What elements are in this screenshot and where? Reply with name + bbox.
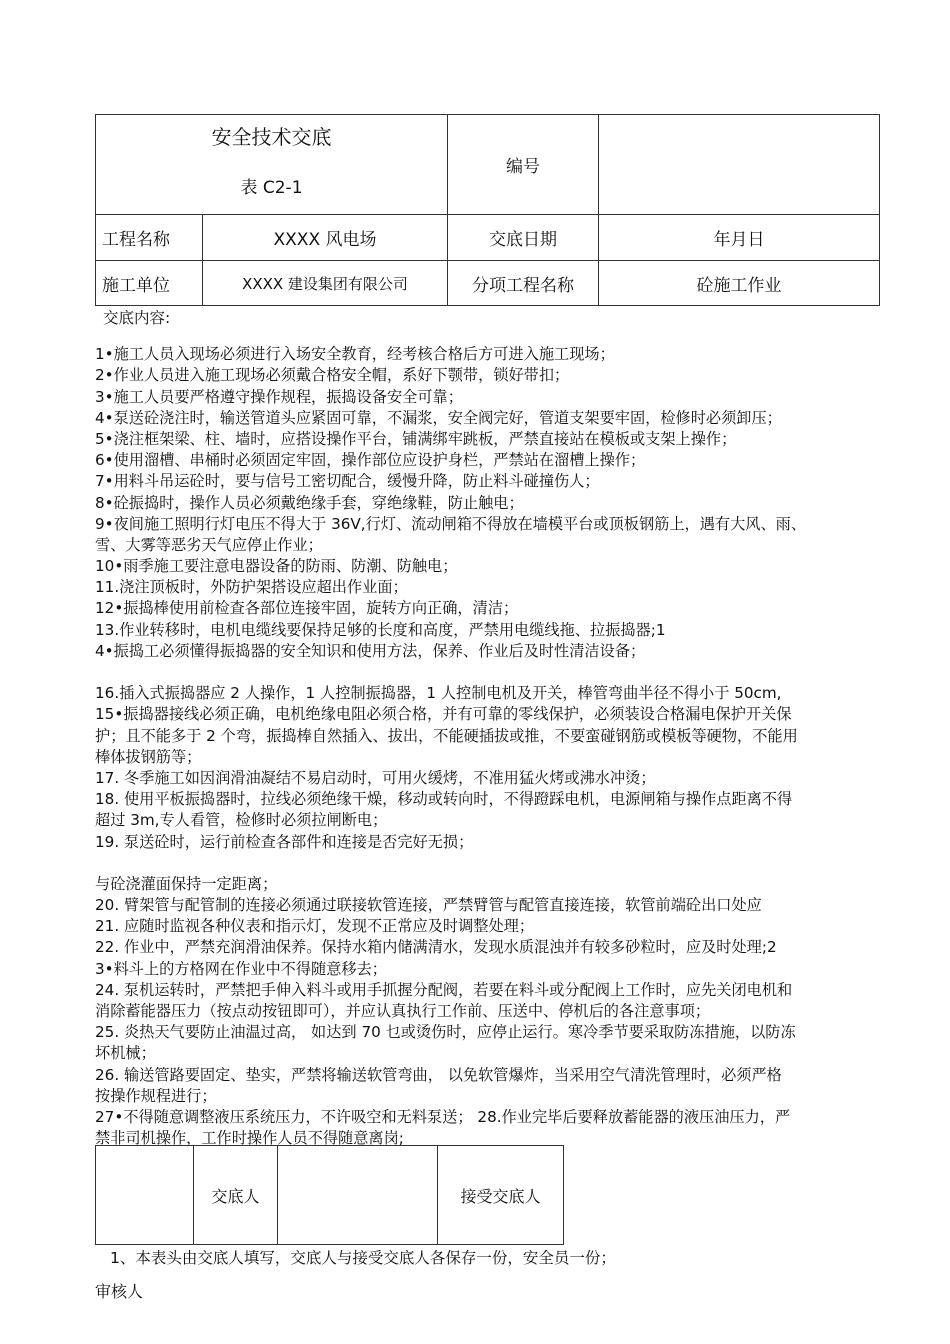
content-line: 雪、大雾等恶劣天气应停止作业； (95, 535, 323, 554)
content-line: 26. 输送管路要固定、垫实，严禁将输送软管弯曲， 以免软管爆炸，当采用空气清洗管理时，必须严格 (95, 1065, 782, 1084)
content-line: 13.作业转移时，电机电缆线要保持足够的长度和高度，严禁用电缆线拖、拉振捣器;1 (95, 620, 666, 639)
content-line: 10•雨季施工要注意电器设备的防雨、防潮、防触电； (95, 557, 458, 576)
content-line: 19. 泵送砼时，运行前检查各部件和连接是否完好无损； (95, 832, 474, 851)
code-value[interactable] (599, 115, 880, 215)
content-line: 禁非司机操作，工作时操作人员不得随意离岗; (95, 1129, 404, 1148)
project-name-label: 工程名称 (96, 215, 203, 261)
content-line: 18. 使用平板振捣器时，拉线必须绝缘干燥，移动或转向时，不得蹬踩电机，电源闸箱与操作点距离不得 (95, 790, 793, 809)
content-line: 3•施工人员要严格遵守操作规程，振捣设备安全可靠； (95, 387, 463, 406)
content-line: 20. 臂架管与配管制的连接必须通过联接软管连接，严禁臂管与配管直接连接，软管前端砼出口处应 (95, 896, 762, 915)
receiver-label: 接受交底人 (438, 1146, 564, 1245)
content-line: 棒体拔钢筋等； (95, 747, 202, 766)
content-line: 9•夜间施工照明行灯电压不得大于 36V,行灯、流动闸箱不得放在墙模平台或顶板钢筋上，遇有大风、雨、 (95, 514, 807, 533)
content-line: 超过 3m,专人看管，检修时必须拉闸断电； (95, 811, 388, 830)
content-line: 25. 炎热天气要防止油温过高， 如达到 70 乜或烫伤时，应停止运行。寒冷季节要采取防冻措施，以防冻 (95, 1023, 796, 1042)
contractor-label: 施工单位 (96, 261, 203, 306)
content-line: 11.浇注顶板时，外防护架搭设应超出作业面； (95, 578, 408, 597)
content-line: 15•振捣器接线必须正确，电机绝缘电阻必须合格，并有可靠的零线保护，必须装设合格漏电保护开关保 (95, 705, 792, 724)
project-name-value[interactable]: XXXX 风电场 (203, 215, 448, 261)
footnote: 1、本表头由交底人填写，交底人与接受交底人各保存一份，安全员一份； (110, 1249, 616, 1267)
presenter-signature[interactable] (278, 1146, 438, 1245)
content-line: 17. 冬季施工如因润滑油凝结不易启动时，可用火缓烤，不准用猛火烤或沸水冲烫； (95, 768, 656, 787)
content-line: 21. 应随时监视各种仪表和指示灯，发现不正常应及时调整处理； (95, 917, 535, 936)
presenter-label: 交底人 (194, 1146, 278, 1245)
title-cell (96, 115, 448, 215)
content-line: 8•砼振捣时，操作人员必须戴绝缘手套，穿绝缘鞋，防止触电； (95, 493, 524, 512)
content-line: 4•泵送砼浇注时，输送管道头应紧固可靠，不漏浆，安全阀完好，管道支架要牢固，检修时必须卸压； (95, 408, 782, 427)
content-line: 3•料斗上的方格网在作业中不得随意移去； (95, 959, 387, 978)
content-line: 12•振捣棒使用前检查各部位连接牢固，旋转方向正确，清洁； (95, 599, 519, 618)
content-line: 24. 泵机运转时，严禁把手伸入料斗或用手抓握分配阀，若要在料斗或分配阀上工作时，应先关闭电机和 (95, 980, 793, 999)
content-line: 6•使用溜槽、串桶时必须固定牢固，操作部位应设护身栏，严禁站在溜槽上操作； (95, 451, 646, 470)
subproject-label: 分项工程名称 (448, 261, 599, 306)
content-line: 22. 作业中，严禁充润滑油保养。保持水箱内储满清水，发现水质混浊并有较多砂粒时，应及时处理;2 (95, 938, 777, 957)
header-table (95, 114, 880, 306)
content-line: 5•浇注框架梁、柱、墙时，应搭设操作平台，铺满绑牢跳板，严禁直接站在模板或支架上操作； (95, 429, 737, 448)
form-number: 表 C2-1 (240, 178, 303, 198)
content-line: 2•作业人员进入施工现场必须戴合格安全帽，系好下颚带，锁好带扣； (95, 366, 570, 385)
subproject-value[interactable]: 砼施工作业 (599, 261, 880, 306)
content-line: 按操作规程进行； (95, 1086, 217, 1105)
signature-table (95, 1145, 564, 1245)
blank-line (95, 662, 885, 683)
reviewer-label: 审核人 (95, 1282, 144, 1301)
document-title: 安全技术交底 (211, 125, 332, 149)
contractor-value[interactable]: XXXX 建设集团有限公司 (203, 261, 448, 306)
content-line: 消除蓄能器压力（按点动按钮即可），并应认真执行工作前、压送中、停机后的各注意事项； (95, 1002, 711, 1021)
content-line: 16.插入式振捣器应 2 人操作，1 人控制振捣器，1 人控制电机及开关，棒管弯曲半径不得小于 50cm, (95, 684, 782, 703)
code-label: 编号 (448, 115, 599, 215)
content-line: 护；且不能多于 2 个弯，振捣棒自然插入、拔出，不能硬插拔或推，不要蛮碰钢筋或模板等硬物，不能用 (95, 726, 798, 745)
content-line: 1•施工人员入现场必须进行入场安全教育，经考核合格后方可进入施工现场； (95, 345, 615, 364)
content-line: 4•振捣工必须懂得振捣器的安全知识和使用方法，保养、作业后及时性清洁设备； (95, 641, 646, 660)
content-line: 27•不得随意调整液压系统压力，不许吸空和无料泵送； 28.作业完毕后要释放蓄能器的液压油压力，严 (95, 1107, 791, 1126)
presenter-blank[interactable] (96, 1146, 194, 1245)
blank-line (95, 853, 885, 874)
content-line: 与砼浇灌面保持一定距离； (95, 874, 278, 893)
content-section (95, 308, 885, 1149)
content-line: 7•用料斗吊运砼时，要与信号工密切配合，缓慢升降，防止料斗碰撞伤人； (95, 472, 600, 491)
content-line: 坏机械； (95, 1044, 156, 1063)
content-intro: 交底内容: (103, 309, 171, 327)
date-value[interactable]: 年月日 (599, 215, 880, 261)
date-label: 交底日期 (448, 215, 599, 261)
content-lines (95, 344, 885, 1149)
